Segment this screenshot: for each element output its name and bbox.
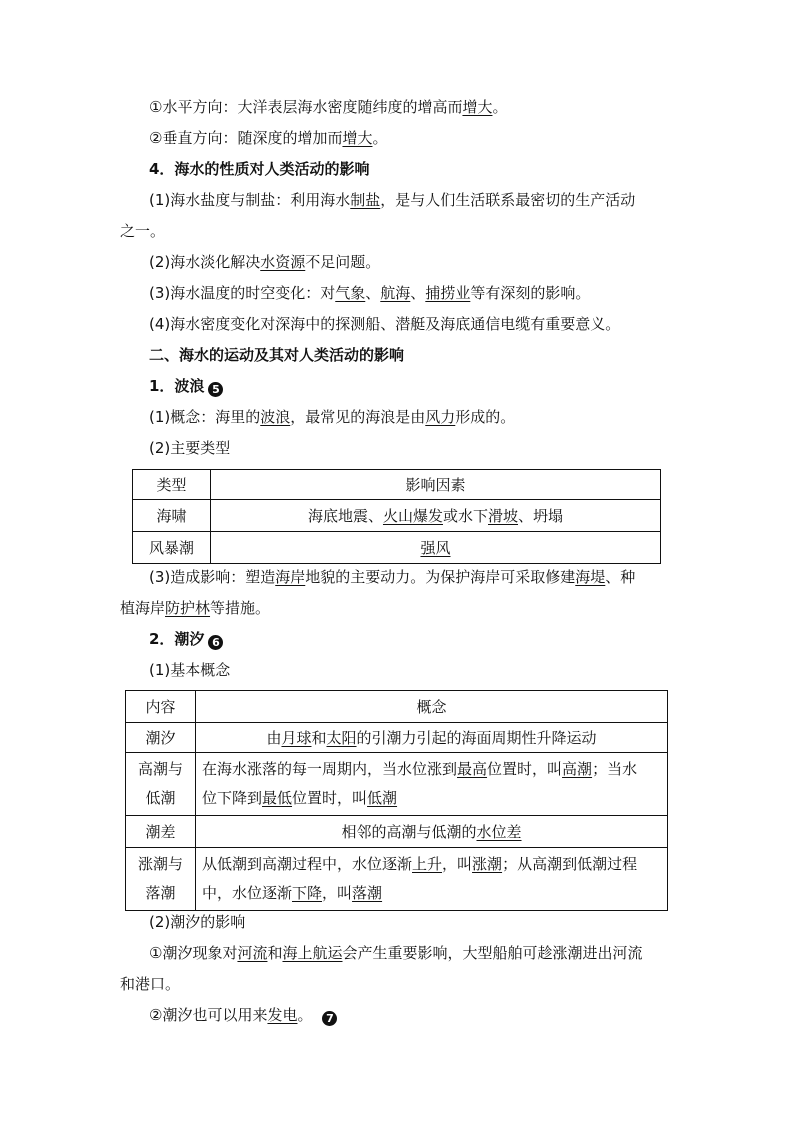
paragraph-tide-shipping-cont: 和港口。	[120, 975, 181, 993]
paragraph-desalination: (2)海水淡化解决水资源不足问题。	[149, 253, 381, 271]
table-row	[133, 532, 661, 564]
paragraph-tide-shipping: ①潮汐现象对河流和海上航运会产生重要影响，大型船舶可趁涨潮进出河流	[149, 944, 643, 962]
paragraph-tide-power: ②潮汐也可以用来发电。 7	[149, 1005, 337, 1026]
table-cell-type: 海啸	[133, 500, 211, 532]
table-cell-term: 涨潮与 落潮	[126, 848, 196, 911]
table-header-row	[133, 470, 661, 500]
paragraph-wave-concept: (1)概念：海里的波浪，最常见的海浪是由风力形成的。	[149, 408, 516, 426]
table-cell-concept: 由月球和太阳的引潮力引起的海面周期性升降运动	[196, 723, 668, 753]
paragraph-salt: (1)海水盐度与制盐：利用海水制盐，是与人们生活联系最密切的生产活动	[149, 191, 636, 209]
table-header-cell: 类型	[133, 470, 211, 500]
paragraph-tide-influence: (2)潮汐的影响	[149, 913, 246, 931]
paragraph-density-horizontal: ①水平方向：大洋表层海水密度随纬度的增高而增大。	[149, 98, 508, 116]
paragraph-wave-impact: (3)造成影响：塑造海岸地貌的主要动力。为保护海岸可采取修建海堤、种	[149, 568, 636, 586]
table-row	[126, 753, 668, 816]
wave-types-table	[132, 469, 661, 564]
table-row	[133, 500, 661, 532]
marker-7-icon: 7	[322, 1011, 337, 1026]
heading-section-2: 二、海水的运动及其对人类活动的影响	[149, 346, 405, 364]
table-row	[126, 816, 668, 848]
paragraph-wave-impact-cont: 植海岸防护林等措施。	[120, 599, 271, 617]
table-cell-factor: 海底地震、火山爆发或水下滑坡、坍塌	[211, 500, 661, 532]
paragraph-density-vertical: ②垂直方向：随深度的增加而增大。	[149, 129, 388, 147]
table-cell-type: 风暴潮	[133, 532, 211, 564]
table-cell-term: 潮差	[126, 816, 196, 848]
table-header-row	[126, 691, 668, 723]
paragraph-salt-cont: 之一。	[120, 222, 166, 240]
table-cell-concept: 在海水涨落的每一周期内，当水位涨到最高位置时，叫高潮；当水 位下降到最低位置时，叫低潮	[196, 753, 668, 816]
table-cell-concept: 相邻的高潮与低潮的水位差	[196, 816, 668, 848]
table-row	[126, 848, 668, 911]
paragraph-basic-concepts: (1)基本概念	[149, 661, 231, 679]
marker-5-icon: 5	[208, 382, 223, 397]
paragraph-main-types: (2)主要类型	[149, 439, 231, 457]
heading-tides: 2．潮汐 6	[149, 629, 223, 650]
tide-concepts-table	[125, 690, 668, 911]
table-header-cell: 内容	[126, 691, 196, 723]
table-cell-term: 潮汐	[126, 723, 196, 753]
heading-seawater-properties: 4．海水的性质对人类活动的影响	[149, 160, 370, 178]
marker-6-icon: 6	[208, 635, 223, 650]
table-row	[126, 723, 668, 753]
paragraph-temperature: (3)海水温度的时空变化：对气象、航海、捕捞业等有深刻的影响。	[149, 284, 591, 302]
table-cell-concept: 从低潮到高潮过程中，水位逐渐上升，叫涨潮；从高潮到低潮过程 中，水位逐渐下降，叫落潮	[196, 848, 668, 911]
table-header-cell: 概念	[196, 691, 668, 723]
table-cell-term: 高潮与 低潮	[126, 753, 196, 816]
paragraph-density-significance: (4)海水密度变化对深海中的探测船、潜艇及海底通信电缆有重要意义。	[149, 315, 621, 333]
table-header-cell: 影响因素	[211, 470, 661, 500]
table-cell-factor: 强风	[211, 532, 661, 564]
heading-waves: 1．波浪 5	[149, 376, 223, 397]
